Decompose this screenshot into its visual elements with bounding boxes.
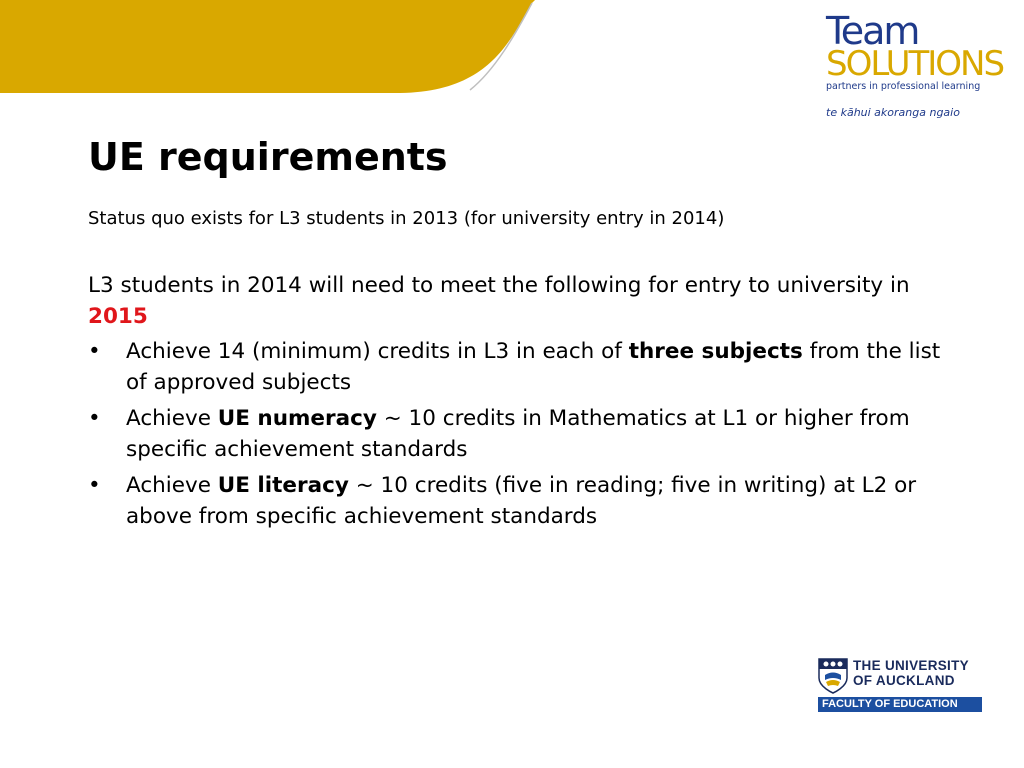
slide-subtitle: Status quo exists for L3 students in 2013 (for university entry in 2014) <box>88 208 725 229</box>
logo-tagline: partners in professional learning <box>826 81 981 92</box>
university-of-auckland-logo <box>818 658 982 712</box>
logo-maori-tagline: te kāhui akoranga ngaio <box>826 106 960 119</box>
university-name-line1: THE UNIVERSITY <box>853 658 969 673</box>
bullet-text: Achieve <box>126 473 218 498</box>
bullet-marker: • <box>88 406 101 431</box>
slide-body <box>88 270 948 537</box>
university-name-line2: OF AUCKLAND <box>853 673 955 688</box>
logo-team-word: Team <box>826 9 919 53</box>
bullet-text: Achieve 14 (minimum) credits in L3 in each of <box>126 339 629 364</box>
bullet-text: ~ 10 credits (five in reading; five in writing) at L2 or above from specific achievement standards <box>126 473 917 529</box>
list-item <box>88 470 948 532</box>
university-crest-icon <box>818 658 848 694</box>
bullet-text: Achieve <box>126 406 218 431</box>
bullet-marker: • <box>88 473 101 498</box>
slide-title: UE requirements <box>88 135 448 179</box>
bullet-bold-text: three subjects <box>628 339 803 364</box>
faculty-banner: FACULTY OF EDUCATION <box>818 697 982 712</box>
bullet-bold-text: UE numeracy <box>217 406 377 431</box>
intro-paragraph <box>88 270 948 332</box>
gold-corner-shape <box>0 0 540 100</box>
list-item <box>88 403 948 465</box>
intro-highlight-year: 2015 <box>88 304 148 329</box>
bullet-bold-text: UE literacy <box>217 473 349 498</box>
requirements-list <box>88 336 948 532</box>
bullet-marker: • <box>88 339 101 364</box>
bullet-text: from the list of approved subjects <box>126 339 941 395</box>
team-solutions-logo <box>826 9 1004 119</box>
intro-text: L3 students in 2014 will need to meet the following for entry to university in <box>88 273 910 298</box>
bullet-text: ~ 10 credits in Mathematics at L1 or higher from specific achievement standards <box>126 406 910 462</box>
logo-solutions-word: SOLUTIONS <box>826 44 1004 84</box>
list-item <box>88 336 948 398</box>
